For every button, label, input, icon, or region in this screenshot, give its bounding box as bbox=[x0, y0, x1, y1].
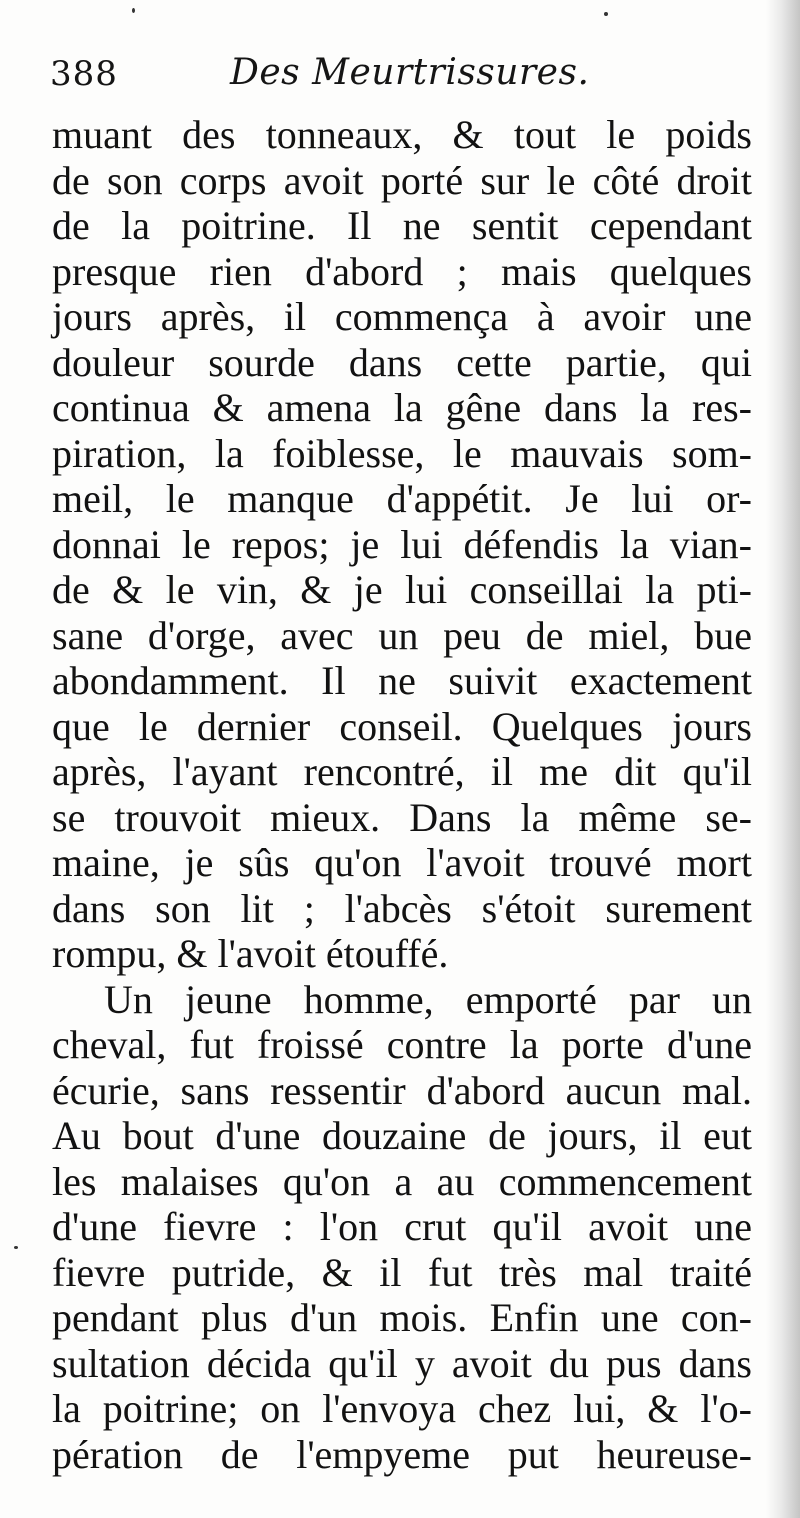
text-line: de son corps avoit porté sur le côté droit bbox=[52, 157, 752, 203]
text-line: donnai le repos; je lui défendis la vian- bbox=[52, 521, 752, 567]
page-gutter-shadow bbox=[766, 0, 800, 1518]
text-line: abondamment. Il ne suivit exactement bbox=[52, 658, 752, 703]
text-line: sultation décida qu'il y avoit du pus dans bbox=[52, 1340, 752, 1386]
text-line: continua & amena la gêne dans la res- bbox=[52, 385, 752, 430]
paragraph-1 bbox=[52, 112, 752, 977]
text-line: se trouvoit mieux. Dans la même se- bbox=[52, 794, 752, 840]
text-line: rompu, & l'avoit étouffé. bbox=[52, 931, 449, 976]
text-line: presque rien d'abord ; mais quelques bbox=[52, 248, 752, 294]
text-line: piration, la foiblesse, le mauvais som- bbox=[52, 430, 752, 476]
text-line: pération de l'empyeme put heureuse- bbox=[52, 1431, 752, 1477]
text-line: maine, je sûs qu'on l'avoit trouvé mort bbox=[52, 840, 752, 885]
paragraph-2 bbox=[52, 977, 752, 1478]
text-line: fievre putride, & il fut très mal traité bbox=[52, 1249, 752, 1295]
text-line: douleur sourde dans cette partie, qui bbox=[52, 339, 752, 385]
body-text bbox=[52, 112, 752, 1477]
ink-speck bbox=[604, 12, 608, 16]
page-number: 388 bbox=[50, 54, 118, 94]
text-line: cheval, fut froissé contre la porte d'une bbox=[52, 1022, 752, 1067]
text-line: pendant plus d'un mois. Enfin une con- bbox=[52, 1295, 752, 1340]
text-line: dans son lit ; l'abcès s'étoit surement bbox=[52, 885, 752, 931]
text-line: sane d'orge, avec un peu de miel, bue bbox=[52, 612, 752, 658]
text-line: écurie, sans ressentir d'abord aucun mal. bbox=[52, 1067, 752, 1113]
text-line: que le dernier conseil. Quelques jours bbox=[52, 703, 752, 749]
text-line: de & le vin, & je lui conseillai la pti- bbox=[52, 567, 752, 612]
running-title: Des Meurtrissures. bbox=[230, 52, 590, 93]
text-line: Au bout d'une douzaine de jours, il eut bbox=[52, 1113, 752, 1158]
text-line: Un jeune homme, emporté par un bbox=[104, 976, 752, 1022]
text-line: meil, le manque d'appétit. Je lui or- bbox=[52, 476, 752, 521]
text-line: muant des tonneaux, & tout le poids bbox=[52, 112, 752, 157]
text-line: après, l'ayant rencontré, il me dit qu'il bbox=[52, 749, 752, 794]
text-line: d'une fievre : l'on crut qu'il avoit une bbox=[52, 1204, 752, 1249]
ink-speck bbox=[14, 1246, 18, 1249]
text-line: jours après, il commença à avoir une bbox=[52, 294, 752, 339]
text-line: de la poitrine. Il ne sentit cependant bbox=[52, 203, 752, 248]
text-line: la poitrine; on l'envoya chez lui, & l'o- bbox=[52, 1386, 752, 1431]
text-line: les malaises qu'on a au commencement bbox=[52, 1158, 752, 1204]
ink-speck bbox=[132, 8, 135, 13]
page-header bbox=[50, 48, 750, 108]
